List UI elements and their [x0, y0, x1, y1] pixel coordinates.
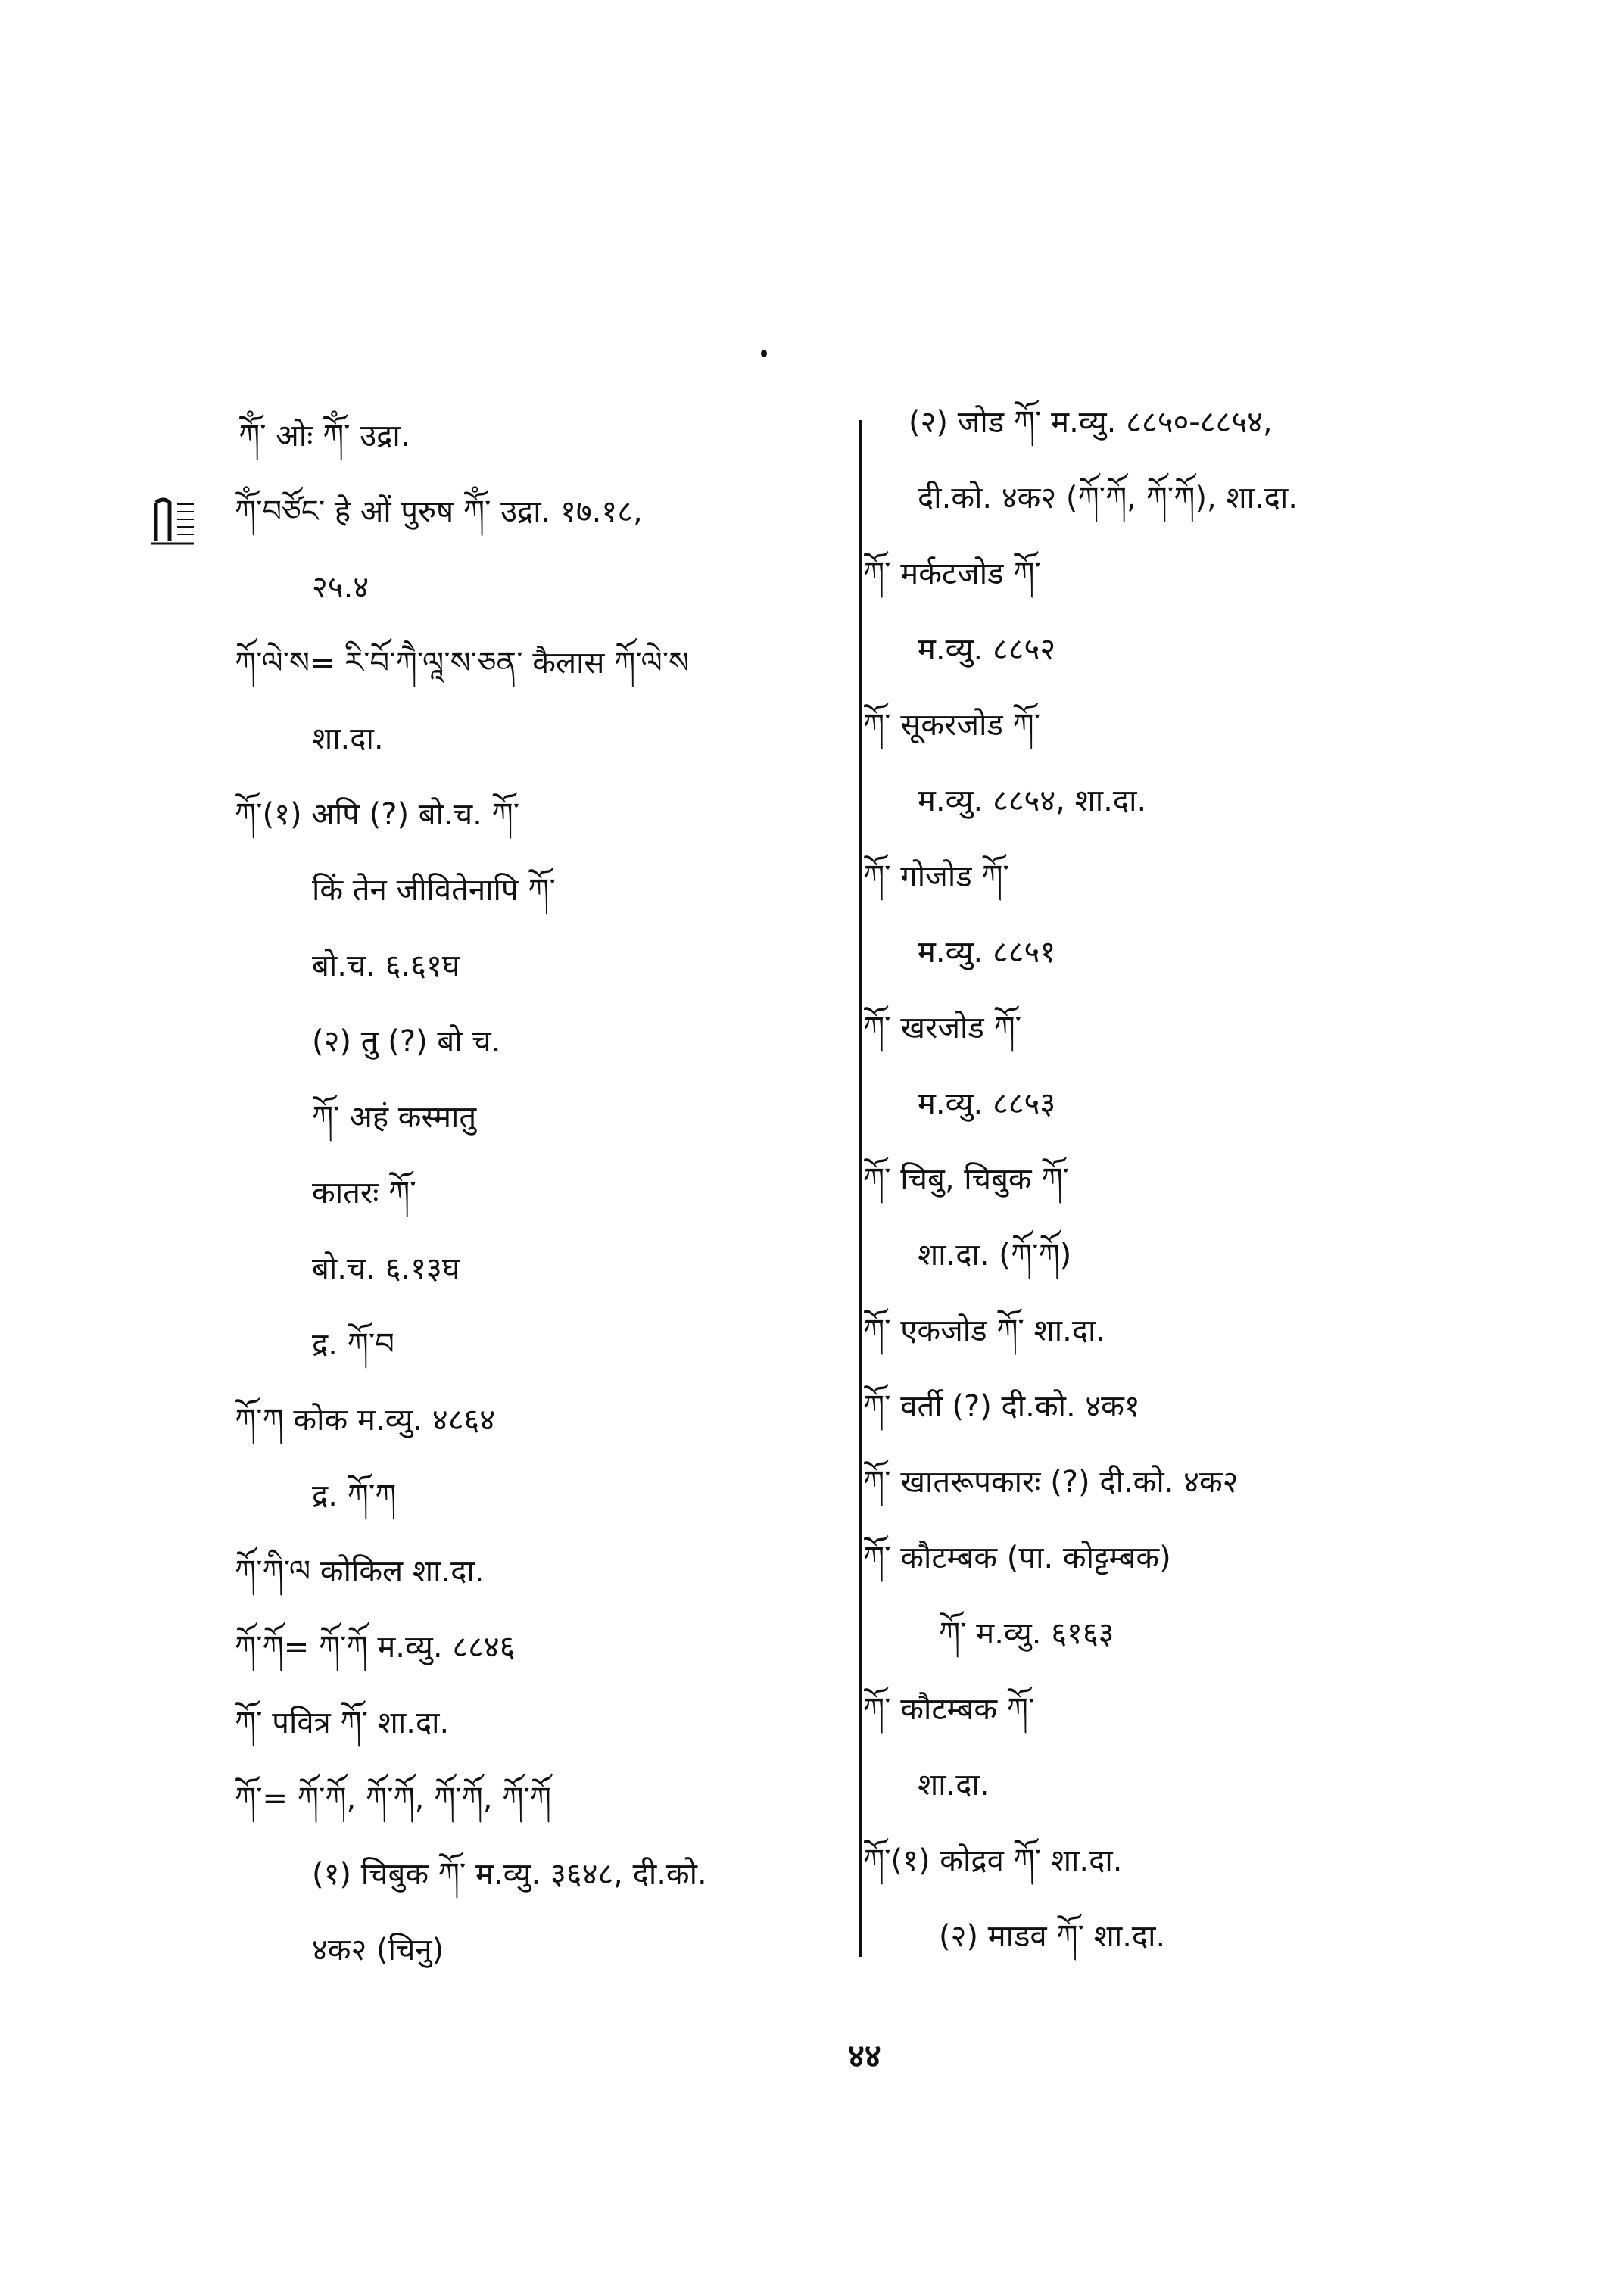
entry-line: ཀོ་ गोजोड ཀོ་ — [863, 859, 1009, 894]
entry-line: द्र. ཀོ་ཀ — [312, 1478, 397, 1513]
ink-dot — [761, 350, 767, 357]
entry-line: दी.को. ४क२ (ཀོ་ཀོ, ཀོ་ཀོ), शा.दा. — [918, 481, 1298, 516]
entry-line: ཀོ་(१) कोद्रव ཀོ་ शा.दा. — [863, 1843, 1123, 1878]
entry-line: ཀོ་ एकजोड ཀོ་ शा.दा. — [863, 1313, 1106, 1348]
entry-line: २५.४ — [312, 570, 369, 605]
entry-line: म.व्यु. ८८५४, शा.दा. — [918, 784, 1147, 818]
entry-line: द्र. ཀོ་བ — [312, 1327, 394, 1362]
entry-line: म.व्यु. ८८५३ — [918, 1086, 1056, 1121]
entry-line: म.व्यु. ८८५१ — [918, 935, 1056, 970]
entry-line: ཀོ་ वर्ती (?) दी.को. ४क१ — [863, 1389, 1140, 1424]
entry-line: ཀོ་ कौटम्बक (पा. कोट्टम्बक) — [863, 1541, 1171, 1575]
entry-line: म.व्यु. ८८५२ — [918, 632, 1056, 667]
entry-line: (२) तु (?) बो च. — [312, 1024, 501, 1059]
entry-line: ཀོཾ་བཙོང་ हे ओं पुरुष ཀོཾ་ उद्रा. १७.१८, — [235, 494, 643, 529]
entry-line: ཀོ་ सूकरजोड ཀོ་ — [863, 708, 1041, 743]
entry-line: कातरः ཀོ་ — [312, 1176, 416, 1210]
entry-line: ཀོ་ पवित्र ཀོ་ शा.दा. — [235, 1706, 450, 1740]
page-number: ४४ — [848, 2037, 881, 2074]
entry-line: शा.दा. (ཀོ་ཀོ) — [918, 1238, 1072, 1273]
entry-line: ཀོ་ चिबु, चिबुक ཀོ་ — [863, 1162, 1069, 1197]
entry-line: (१) चिबुक ཀོ་ म.व्यु. ३६४८, दी.को. — [312, 1857, 707, 1892]
entry-line: बो.च. ६.६१घ — [312, 949, 460, 983]
entry-line: ཀོ་ कौटम्बक ཀོ་ — [863, 1692, 1035, 1727]
entry-line: ཀོ་ खातरूपकारः (?) दी.को. ४क२ — [863, 1465, 1239, 1500]
entry-line: ཀོ་= ཀོ་ཀོ, ཀོ་ཀོ, ཀོ་ཀོ, ཀོ་ཀོ — [235, 1781, 551, 1816]
entry-line: ཀོ་ मर्कटजोड ཀོ་ — [863, 556, 1041, 591]
margin-mark-icon — [151, 494, 195, 547]
entry-line: किं तेन जीवितेनापि ཀོ་ — [312, 873, 556, 908]
column-divider — [859, 420, 862, 1957]
entry-line: ཀོ་ खरजोड ཀོ་ — [863, 1011, 1022, 1045]
entry-line: शा.दा. — [918, 1768, 990, 1802]
entry-line: बो.च. ६.१३घ — [312, 1251, 460, 1286]
entry-line: शा.दा. — [312, 721, 384, 756]
entry-line: ཀོ་ཀ कोक म.व्यु. ४८६४ — [235, 1403, 496, 1438]
entry-line: (२) जोड ཀོ་ म.व्यु. ८८५०-८८५४, — [909, 405, 1273, 440]
entry-line: ཀོ་ཀི་ལ कोकिल शा.दा. — [235, 1554, 485, 1589]
entry-line: ཀོ་ अहं कस्मातु — [312, 1100, 477, 1135]
entry-line: ४क२ (चिनु) — [312, 1933, 444, 1967]
entry-line: ཀོ་(१) अपि (?) बो.च. ཀོ་ — [235, 797, 520, 832]
entry-line: ཀོ་ཀོ= ཀོ་ཀོ म.व्यु. ८८४६ — [235, 1630, 516, 1665]
entry-line: ཀོ་ म.व्यु. ६१६३ — [939, 1616, 1114, 1651]
entry-line: (२) माडव ཀོ་ शा.दा. — [939, 1919, 1166, 1954]
entry-line: ཀོ་ལེ་ས= རི་བོ་ཀཻ་ལཱ་ས་ཅན་ कैलास ཀོ་ལེ་ས — [235, 646, 690, 681]
entry-line: ཀོཾ་ ओः ཀོཾ་ उद्रा. — [238, 419, 410, 453]
